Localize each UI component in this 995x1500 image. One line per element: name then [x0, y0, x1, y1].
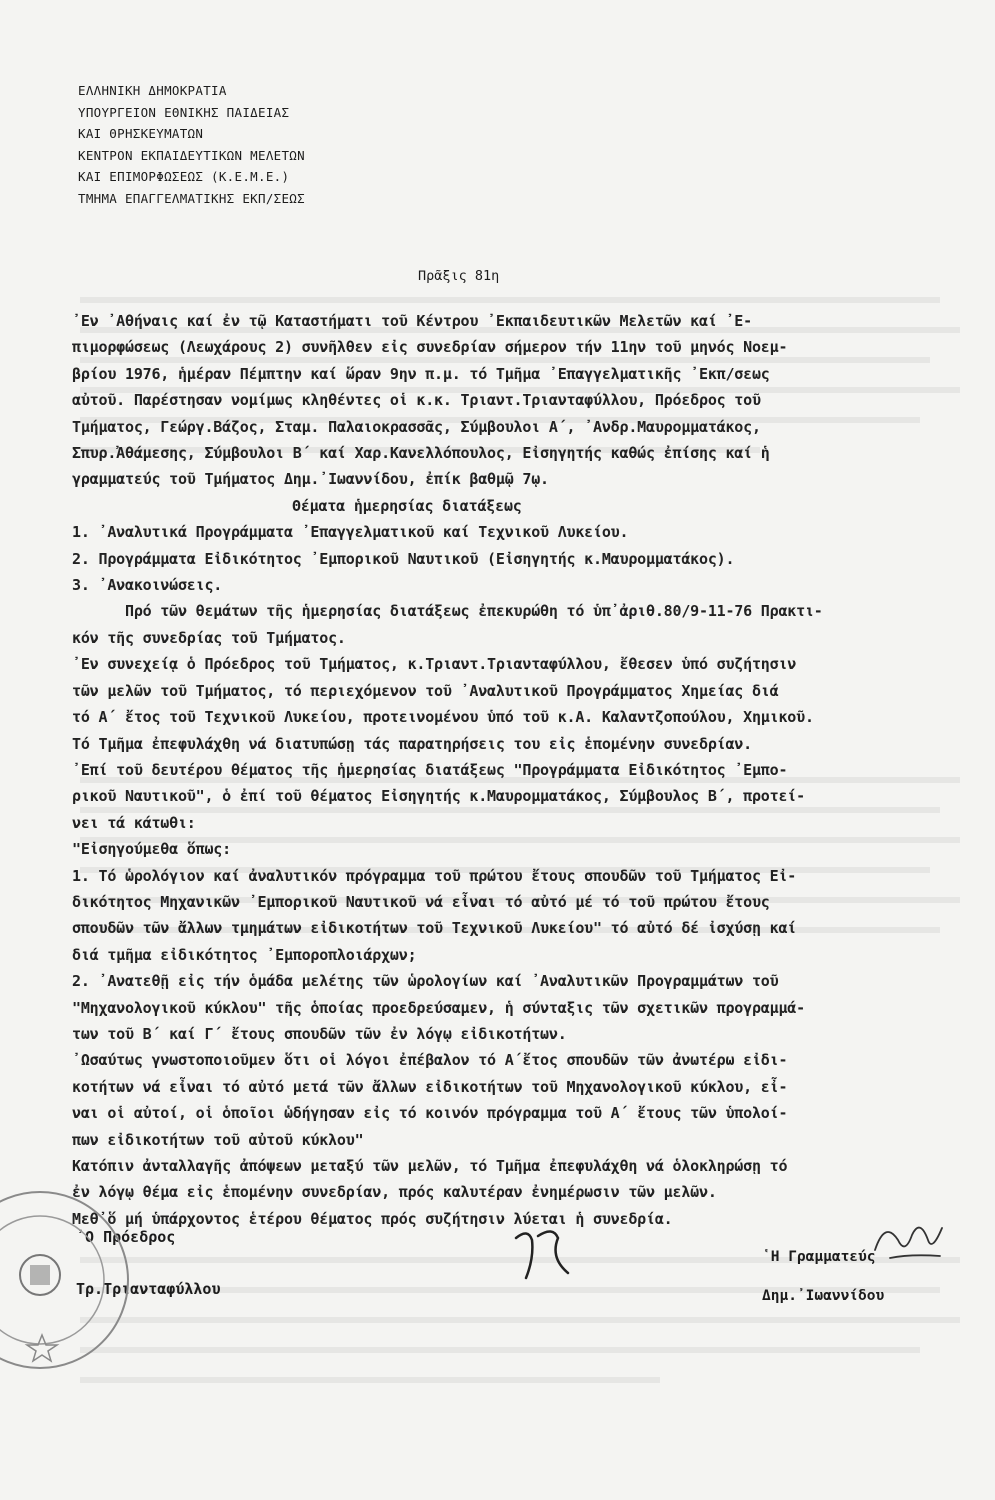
- body-line: νει τά κάτωθι:: [72, 813, 196, 832]
- body-line: Τμήματος, Γεώργ.Βάζος, Σταμ. Παλαιοκρασσᾶς, Σύμβουλοι Α΄, ᾽Ανδρ.Μαυρομματάκος,: [72, 417, 761, 436]
- letterhead-line: ΥΠΟΥΡΓΕΙΟΝ ΕΘΝΙΚΗΣ ΠΑΙΔΕΙΑΣ: [78, 104, 290, 120]
- body-line: διά τμῆμα εἰδικότητος ᾽Εμποροπλοιάρχων;: [72, 945, 417, 964]
- handwritten-initials: [508, 1218, 588, 1288]
- body-line: σπουδῶν τῶν ἄλλων τμημάτων εἰδικοτήτων τοῦ Τεχνικοῦ Λυκείου" τό αὐτό δέ ἰσχύσῃ καί: [72, 919, 797, 938]
- body-line: "Εἰσηγούμεθα ὅπως:: [72, 840, 231, 859]
- letterhead-line: ΚΕΝΤΡΟΝ ΕΚΠΑΙΔΕΥΤΙΚΩΝ ΜΕΛΕΤΩΝ: [78, 147, 305, 163]
- body-line: αὐτοῦ. Παρέστησαν νομίμως κληθέντες οἱ κ.κ. Τριαντ.Τριανταφύλλου, Πρόεδρος τοῦ: [72, 391, 761, 410]
- document-title: Πρᾶξις 81η: [418, 268, 500, 284]
- body-line: ᾽Εν συνεχείᾳ ὁ Πρόεδρος τοῦ Τμήματος, κ.Τριαντ.Τριανταφύλλου, ἔθεσεν ὑπό συζήτησιν: [72, 655, 797, 674]
- letterhead-line: ΕΛΛΗΝΙΚΗ ΔΗΜΟΚΡΑΤΙΑ: [78, 83, 227, 98]
- agenda-item: 2. Προγράμματα Εἰδικότητος ᾽Εμπορικοῦ Ναυτικοῦ (Εἰσηγητής κ.Μαυρομματάκος).: [72, 549, 735, 568]
- letterhead-line: ΚΑΙ ΘΡΗΣΚΕΥΜΑΤΩΝ: [78, 126, 204, 141]
- agenda-item: 1. ᾽Αναλυτικά Προγράμματα ᾽Επαγγελματικοῦ καί Τεχνικοῦ Λυκείου.: [72, 523, 629, 542]
- body-line: ἐν λόγῳ θέμα εἰς ἑπομένην συνεδρίαν, πρός καλυτέραν ἐνημέρωσιν τῶν μελῶν.: [72, 1183, 717, 1202]
- body-line: γραμματεύς τοῦ Τμήματος Δημ.᾽Ιωαννίδου, ἐπίκ βαθμῷ 7ῳ.: [72, 470, 549, 489]
- body-line: κόν τῆς συνεδρίας τοῦ Τμήματος.: [72, 628, 346, 647]
- body-line: ρικοῦ Ναυτικοῦ", ὁ ἐπί τοῦ θέματος Εἰσηγητής κ.Μαυρομματάκος, Σύμβουλος Β΄, προτεί-: [72, 787, 805, 806]
- letterhead: [78, 80, 305, 209]
- body-line: Πρό τῶν θεμάτων τῆς ἡμερησίας διατάξεως ἐπεκυρώθη τό ὑπ᾽ἀριθ.80/9-11-76 Πρακτι-: [72, 602, 823, 621]
- body-line: τῶν μελῶν τοῦ Τμήματος, τό περιεχόμενον τοῦ ᾽Αναλυτικοῦ Προγράμματος Χημείας διά: [72, 681, 779, 700]
- body-line: βρίου 1976, ἡμέραν Πέμπτην καί ὥραν 9ην π.μ. τό Τμῆμα ᾽Επαγγελματικῆς ᾽Εκπ/σεως: [72, 364, 770, 383]
- body-line: δικότητος Μηχανικῶν ᾽Εμπορικοῦ Ναυτικοῦ νά εἶναι τό αὐτό μέ τό τοῦ πρώτου ἔτους: [72, 892, 770, 911]
- body-line: κοτήτων νά εἶναι τό αὐτό μετά τῶν ἄλλων εἰδικοτήτων τοῦ Μηχανολογικοῦ κύκλου, εἶ-: [72, 1077, 788, 1096]
- body-line: τό Α΄ ἔτος τοῦ Τεχνικοῦ Λυκείου, προτεινομένου ὑπό τοῦ κ.Α. Καλαντζοπούλου, Χημικοῦ.: [72, 708, 814, 727]
- body-line: 1. Τό ὡρολόγιον καί ἀναλυτικόν πρόγραμμα τοῦ πρώτου ἔτους σπουδῶν τοῦ Τμήματος Εἰ-: [72, 866, 797, 885]
- body-line: ᾽Επί τοῦ δευτέρου θέματος τῆς ἡμερησίας διατάξεως "Προγράμματα Εἰδικότητος ᾽Εμπο-: [72, 760, 788, 779]
- agenda-item: 3. ᾽Ανακοινώσεις.: [72, 576, 223, 595]
- body-line: ναι οἱ αὐτοί, οἱ ὁποῖοι ὡδήγησαν εἰς τό κοινόν πρόγραμμα τοῦ Α΄ ἔτους τῶν ὑπολοί-: [72, 1104, 788, 1123]
- secretary-title: ῾Η Γραμματεύς: [762, 1249, 876, 1265]
- president-name: Τρ.Τριανταφύλλου: [76, 1280, 221, 1298]
- letterhead-line: ΚΑΙ ΕΠΙΜΟΡΦΩΣΕΩΣ (Κ.Ε.Μ.Ε.): [78, 169, 290, 184]
- body-line: Σπυρ.Ἀθάμεσης, Σύμβουλοι Β΄ καί Χαρ.Κανελλόπουλος, Εἰσηγητής καθώς ἐπίσης καί ἡ: [72, 444, 770, 463]
- letterhead-line: ΤΜΗΜΑ ΕΠΑΓΓΕΛΜΑΤΙΚΗΣ ΕΚΠ/ΣΕΩΣ: [78, 190, 305, 206]
- secretary-signature-block: [762, 1244, 884, 1310]
- secretary-handwritten-signature: [870, 1210, 950, 1270]
- body-line: Μεθ᾽ὅ μή ὑπάρχοντος ἑτέρου θέματος πρός συζήτησιν λύεται ἡ συνεδρία.: [72, 1209, 673, 1228]
- body-line: Τό Τμῆμα ἐπεφυλάχθη νά διατυπώσῃ τάς παρατηρήσεις του εἰς ἑπομένην συνεδρίαν.: [72, 734, 752, 753]
- body-line: Κατόπιν ἀνταλλαγῆς ἀπόψεων μεταξύ τῶν μελῶν, τό Τμῆμα ἐπεφυλάχθη νά ὁλοκληρώσῃ τό: [72, 1157, 788, 1175]
- body-line: "Μηχανολογικοῦ κύκλου" τῆς ὁποίας προεδρεύσαμεν, ἡ σύνταξις τῶν σχετικῶν προγραμμά-: [72, 998, 805, 1017]
- body-line: ᾽Εν ᾽Αθήναις καί ἐν τῷ Καταστήματι τοῦ Κέντρου ᾽Εκπαιδευτικῶν Μελετῶν καί ᾽Ε-: [72, 312, 752, 330]
- president-title: ᾽Ο Πρόεδρος: [76, 1228, 176, 1246]
- official-seal-stamp: [0, 1175, 132, 1385]
- agenda-heading: Θέματα ἡμερησίας διατάξεως: [292, 496, 522, 515]
- body-line: 2. ᾽Ανατεθῇ εἰς τήν ὁμάδα μελέτης τῶν ὡρολογίων καί ᾽Αναλυτικῶν Προγραμμάτων τοῦ: [72, 972, 779, 991]
- minutes-body: [72, 308, 972, 1232]
- secretary-name: Δημ.᾽Ιωαννίδου: [762, 1288, 885, 1304]
- body-line: πιμορφώσεως (Λεωχάρους 2) συνῆλθεν εἰς συνεδρίαν σήμερον τήν 11ην τοῦ μηνός Νοεμ-: [72, 338, 788, 357]
- body-line: ᾽Ωσαύτως γνωστοποιοῦμεν ὅτι οἱ λόγοι ἐπέβαλον τό Α΄ἔτος σπουδῶν τῶν ἀνωτέρω εἰδι-: [72, 1051, 788, 1070]
- body-line: πων εἰδικοτήτων τοῦ αὐτοῦ κύκλου": [72, 1130, 364, 1149]
- body-line: των τοῦ Β΄ καί Γ΄ ἔτους σπουδῶν τῶν ἐν λόγῳ εἰδικοτήτων.: [72, 1024, 567, 1043]
